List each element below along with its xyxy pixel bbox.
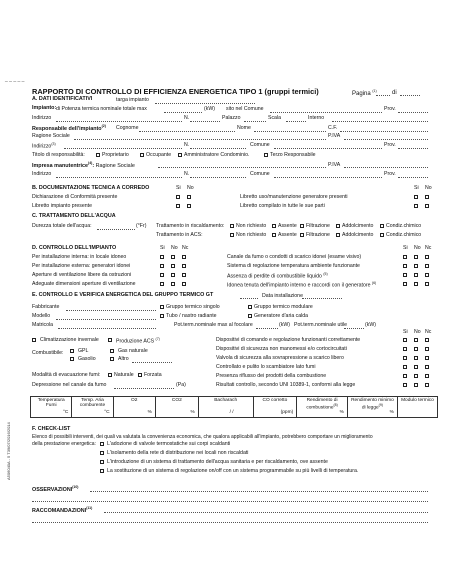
d-left-item: Per installazione esterna: generatori idonei [32, 263, 131, 269]
d-left-item: Aperture di ventilazione libere da ostruzioni [32, 272, 132, 278]
n-resp-field[interactable] [190, 148, 246, 149]
interno-label: Interno [308, 115, 325, 121]
nome-label: Nome [237, 125, 251, 131]
acs-assente-label: Assente [278, 232, 297, 238]
b-right-0-si[interactable] [414, 195, 418, 199]
d-left-1-opt-2[interactable] [182, 264, 186, 268]
e-check-4-opt-2[interactable] [425, 374, 429, 378]
acs-filtrazione-checkbox[interactable] [300, 233, 304, 237]
d-right-item: Sistema di regolazione temperatura ambiente funzionante [227, 263, 360, 269]
e-si-header: Si [403, 329, 408, 335]
risc-nonrichiesto-label: Non richiesto [236, 223, 267, 229]
d-no-header: No [171, 245, 178, 251]
data-inst-field[interactable] [302, 298, 342, 299]
b-left-0-no[interactable] [187, 195, 191, 199]
d-right-0-opt-2[interactable] [425, 255, 429, 259]
page-number-field[interactable] [376, 95, 390, 96]
tubo-checkbox[interactable] [160, 314, 164, 318]
section-c-title: C. TRATTAMENTO DELL'ACQUA [32, 213, 116, 219]
meas-col[interactable]: O2 % [131, 398, 152, 415]
cognome-label: Cognome [116, 125, 139, 131]
acs-nonrichiesto-label: Non richiesto [236, 232, 267, 238]
osservazioni-field-line2[interactable] [32, 501, 428, 502]
pot-max-kw: (kW) [279, 322, 290, 328]
nome-field[interactable] [254, 131, 326, 132]
prov-impresa-field[interactable] [398, 177, 428, 178]
e-check-2-opt-2[interactable] [425, 356, 429, 360]
e-check-3-opt-1[interactable] [414, 365, 418, 369]
f-item-0-checkbox[interactable] [100, 442, 104, 446]
b-left-1-no[interactable] [187, 204, 191, 208]
d-right-2-opt-1[interactable] [414, 273, 418, 277]
indirizzo-impresa-field[interactable] [56, 177, 182, 178]
d-left-0-opt-0[interactable] [160, 255, 164, 259]
meas-col[interactable]: Rendimento di combustione$^{(8)}$ % [306, 398, 344, 415]
gt-number-field[interactable] [240, 298, 258, 299]
kw-label: (kW) [204, 106, 215, 112]
osservazioni-field[interactable] [90, 491, 428, 492]
risc-assente-checkbox[interactable] [272, 224, 276, 228]
responsabile-label: Responsabile dell'impianto$^{(2)}$ [32, 124, 106, 132]
risc-addolcimento-checkbox[interactable] [336, 224, 340, 228]
meas-col[interactable]: Rendimento minimo di legge$^{(9)}$ % [351, 398, 394, 415]
gpl-label: GPL [78, 348, 89, 354]
measurement-table [30, 396, 438, 418]
indirizzo-label: Indirizzo [32, 115, 52, 121]
e-check-2-opt-1[interactable] [414, 356, 418, 360]
cognome-field[interactable] [139, 131, 235, 132]
e-check-5-opt-2[interactable] [425, 383, 429, 387]
f-item: L'isolamento della rete di distribuzione nei locali non riscaldati [107, 450, 249, 456]
f-item-3-checkbox[interactable] [100, 469, 104, 473]
e-check-2-opt-0[interactable] [403, 356, 407, 360]
durezza-field[interactable] [97, 229, 135, 230]
fabbricante-label: Fabbricante [32, 304, 60, 310]
impianto-label: Impianto: [32, 105, 57, 111]
f-item: L'adozione di valvole termostatiche sui corpi scaldanti [107, 441, 231, 447]
b-left-item: Dichiarazione di Conformità presente [32, 194, 118, 200]
durezza-label: Durezza totale dell'acqua: [32, 223, 92, 229]
interno-field[interactable] [332, 121, 428, 122]
d-left-3-opt-0[interactable] [160, 282, 164, 286]
b-right-0-no[interactable] [425, 195, 429, 199]
meas-col[interactable]: Bacharach / / [214, 398, 238, 415]
osservazioni-label: OSSERVAZIONI$^{(10)}$ [32, 485, 79, 493]
d-right-2-opt-0[interactable] [403, 273, 407, 277]
acs-assente-checkbox[interactable] [272, 233, 276, 237]
e-check-1-opt-1[interactable] [414, 347, 418, 351]
section-b-title: B. DOCUMENTAZIONE TECNICA A CORREDO [32, 185, 150, 191]
fabbricante-field[interactable] [66, 310, 156, 311]
n-resp-label: N. [184, 142, 190, 148]
risc-condiz-label: Condiz.chimico [386, 223, 422, 229]
section-f-title: F. CHECK-LIST [32, 426, 71, 432]
acs-condiz-label: Condiz.chimico [386, 232, 422, 238]
pot-max-field[interactable] [256, 328, 278, 329]
climatizzazione-checkbox[interactable] [32, 338, 36, 342]
d-right-3-opt-2[interactable] [425, 282, 429, 286]
gasnat-label: Gas naturale [118, 348, 148, 354]
e-check-item: Dispositivi di sicurezza non manomessi e/o cortocircuitati [216, 346, 347, 352]
amministratore-label: Amministratore Condominio. [184, 152, 250, 158]
acs-addolcimento-label: Addolcimento [342, 232, 374, 238]
e-check-3-opt-0[interactable] [403, 365, 407, 369]
d-si-header: Si [160, 245, 165, 251]
d-no-header-right: No [414, 245, 421, 251]
d-right-item: Assenza di perdite di combustibile liquido $^{(5)}$ [227, 272, 328, 280]
raccomandazioni-label: RACCOMANDAZIONI$^{(11)}$ [32, 506, 93, 514]
prov-field[interactable] [398, 112, 428, 113]
d-right-1-opt-0[interactable] [403, 264, 407, 268]
ragione-label: Ragione Sociale [32, 133, 70, 139]
targa-label: targa impianto [116, 97, 149, 103]
e-check-item: Controllato e pulito lo scambiatore lato fumi [216, 364, 316, 370]
tubo-label: Tubo / nastro radiante [166, 313, 217, 319]
impresa-label: Impresa manutentrice$^{(4)}$: Ragione Sociale [32, 161, 135, 169]
risc-label: Trattamento in riscaldamento: [156, 223, 225, 229]
d-left-3-opt-2[interactable] [182, 282, 186, 286]
gpl-checkbox[interactable] [70, 349, 74, 353]
combustibile-label: Combustibile: [32, 350, 64, 356]
b-right-item: Libretto compilato in tutte le sue parti [240, 203, 325, 209]
b-no-header: No [187, 185, 194, 191]
gt-modulare-label: Gruppo termico modulare [254, 304, 313, 310]
indirizzo-impresa-label: Indirizzo [32, 171, 52, 177]
fr-label: (°Fr) [136, 223, 147, 229]
comune-resp-field[interactable] [274, 148, 382, 149]
meas-col[interactable]: CO corretto (ppm) [262, 398, 294, 415]
b-left-1-si[interactable] [176, 204, 180, 208]
section-a-title: A. DATI IDENTIFICATIVI [32, 96, 93, 102]
b-left-item: Libretto impianto presente [32, 203, 92, 209]
e-check-0-opt-0[interactable] [403, 338, 407, 342]
b-left-0-si[interactable] [176, 195, 180, 199]
modalita-label: Modalità di evacuazione fumi: [32, 372, 101, 378]
e-check-5-opt-0[interactable] [403, 383, 407, 387]
pa-label: (Pa) [176, 382, 186, 388]
d-right-item: Canale da fumo o condotti di scarico idonei (esame visivo) [227, 254, 362, 260]
prov-resp-label: Prov. [384, 142, 396, 148]
d-right-2-opt-2[interactable] [425, 273, 429, 277]
f-item-1-checkbox[interactable] [100, 451, 104, 455]
modello-field[interactable] [56, 319, 156, 320]
meas-col[interactable]: Temp. Aria comburente °C [79, 398, 110, 415]
altro-checkbox[interactable] [110, 357, 114, 361]
b-right-1-no[interactable] [425, 204, 429, 208]
potenza-field[interactable] [164, 112, 202, 113]
header-bars: _ _ _ _ _ [5, 77, 25, 83]
proprietario-checkbox[interactable] [96, 153, 100, 157]
titolo-label: Titolo di responsabilità: [32, 152, 85, 158]
d-left-0-opt-2[interactable] [182, 255, 186, 259]
report-title: RAPPORTO DI CONTROLLO DI EFFICIENZA ENERGETICA TIPO 1 (gruppi termici) [32, 87, 319, 96]
comune-resp-label: Comune [250, 142, 270, 148]
d-right-3-opt-1[interactable] [414, 282, 418, 286]
d-left-2-opt-2[interactable] [182, 273, 186, 277]
e-check-item: Presenza riflusso dei prodotti della combustione [216, 373, 327, 379]
e-check-0-opt-1[interactable] [414, 338, 418, 342]
gt-modulare-checkbox[interactable] [248, 305, 252, 309]
b-right-item: Libretto uso/manutenzione generatore presenti [240, 194, 348, 200]
d-right-item: Idonea tenuta dell'impianto interno e raccordi con il generatore $^{(6)}$ [227, 281, 377, 289]
n-field[interactable] [190, 121, 220, 122]
matricola-field[interactable] [58, 328, 156, 329]
terzo-checkbox[interactable] [264, 153, 268, 157]
indirizzo-resp-label: Indirizzo$^{(3)}$ [32, 142, 56, 150]
forzata-checkbox[interactable] [138, 373, 142, 377]
d-nc-header: Nc [182, 245, 189, 251]
d-left-1-opt-0[interactable] [160, 264, 164, 268]
impresa-ragione-field[interactable] [158, 167, 326, 168]
indirizzo-resp-field[interactable] [64, 148, 182, 149]
raccomandazioni-field-line2[interactable] [32, 522, 428, 523]
indirizzo-field[interactable] [56, 121, 182, 122]
b-si-header: Si [176, 185, 181, 191]
risc-condiz-checkbox[interactable] [380, 224, 384, 228]
occupante-checkbox[interactable] [140, 153, 144, 157]
climatizzazione-label: Climatizzazione invernale [40, 337, 99, 343]
amministratore-checkbox[interactable] [178, 153, 182, 157]
gt-singolo-label: Gruppo termico singolo [166, 304, 220, 310]
piva-field[interactable] [344, 139, 428, 140]
acs-nonrichiesto-checkbox[interactable] [230, 233, 234, 237]
e-check-4-opt-1[interactable] [414, 374, 418, 378]
b-si-header-right: Si [414, 185, 419, 191]
e-check-1-opt-2[interactable] [425, 347, 429, 351]
piva-label: P.IVA [328, 133, 341, 139]
gasolio-checkbox[interactable] [70, 357, 74, 361]
acs-label: Trattamento in ACS: [156, 232, 203, 238]
section-e-title: E. CONTROLLO E VERIFICA ENERGETICA DEL GRUPPO TERMICO GT [32, 292, 214, 298]
e-no-header: No [414, 329, 421, 335]
e-check-item: Risultati controllo, secondo UNI 10389-1, conformi alla legge [216, 382, 356, 388]
d-left-0-opt-1[interactable] [171, 255, 175, 259]
f-intro-2: della prestazione energetica: [32, 441, 96, 447]
e-check-4-opt-0[interactable] [403, 374, 407, 378]
pot-utile-field[interactable] [344, 328, 364, 329]
n-label: N. [184, 115, 190, 121]
d-right-1-opt-2[interactable] [425, 264, 429, 268]
n-impresa-label: N. [184, 171, 190, 177]
prov-impresa-label: Prov. [384, 171, 396, 177]
d-right-0-opt-1[interactable] [414, 255, 418, 259]
potenza-label: di Potenza termica nominale totale max [56, 106, 147, 112]
d-nc-header-right: Nc [425, 245, 432, 251]
e-check-3-opt-2[interactable] [425, 365, 429, 369]
naturale-label: Naturale [114, 372, 134, 378]
page-label: Pagina $^{(1)}$ [352, 89, 377, 97]
piva2-label: P.IVA [328, 162, 341, 168]
b-right-1-si[interactable] [414, 204, 418, 208]
prov-label: Prov. [384, 106, 396, 112]
prov-resp-field[interactable] [398, 148, 428, 149]
comune-field[interactable] [270, 112, 382, 113]
altro-field[interactable] [132, 362, 172, 363]
acs-addolcimento-checkbox[interactable] [336, 233, 340, 237]
d-left-3-opt-1[interactable] [171, 282, 175, 286]
acs-filtrazione-label: Filtrazione [306, 232, 330, 238]
palazzo-field[interactable] [244, 121, 266, 122]
piva2-field[interactable] [344, 167, 428, 168]
meas-col[interactable]: CO2 % [171, 398, 195, 415]
comune-impresa-field[interactable] [274, 177, 382, 178]
occupante-label: Occupante [146, 152, 172, 158]
d-right-1-opt-1[interactable] [414, 264, 418, 268]
pot-utile-kw: (kW) [365, 322, 376, 328]
page-of-label: di [392, 90, 397, 96]
f-intro: Elenco di possibili interventi, dei quali va valutata la convenienza economica, che qualora applicabili all'impianto, potrebbero comportare un miglioramento [32, 434, 373, 440]
proprietario-label: Proprietario [102, 152, 129, 158]
generatore-aria-checkbox[interactable] [248, 314, 252, 318]
pot-max-label: Pot.term.nominale max al focolare [174, 322, 253, 328]
risc-addolcimento-label: Addolcimento [342, 223, 374, 229]
generatore-aria-label: Generatore d'aria calda [254, 313, 309, 319]
targa-field[interactable] [155, 103, 255, 104]
b-no-header-right: No [425, 185, 432, 191]
d-left-item: Adeguate dimensioni aperture di ventilazione [32, 281, 136, 287]
e-check-item: Dispositivi di comando e regolazione funzionanti correttamente [216, 337, 361, 343]
gt-singolo-checkbox[interactable] [160, 305, 164, 309]
scala-label: Scala [268, 115, 281, 121]
e-check-1-opt-0[interactable] [403, 347, 407, 351]
risc-filtrazione-label: Filtrazione [306, 223, 330, 229]
page-total-field[interactable] [400, 95, 420, 96]
acs-condiz-checkbox[interactable] [380, 233, 384, 237]
matricola-label: Matricola [32, 322, 54, 328]
acs-prod-label: Produzione ACS $^{(7)}$ [116, 337, 160, 345]
depressione-field[interactable] [114, 388, 174, 389]
scala-field[interactable] [286, 121, 306, 122]
f-item: La sostituzione di un sistema di regolazione on/off con un sistema programmabile su più livelli di temperatura. [107, 468, 359, 474]
d-left-2-opt-1[interactable] [171, 273, 175, 277]
modello-label: Modello [32, 313, 51, 319]
d-left-item: Per installazione interna: in locale idoneo [32, 254, 127, 260]
naturale-checkbox[interactable] [108, 373, 112, 377]
forzata-label: Forzata [144, 372, 162, 378]
raccomandazioni-field[interactable] [104, 512, 428, 513]
e-check-item: Valvola di sicurezza alla sovrapressione a scarico libero [216, 355, 344, 361]
e-check-0-opt-2[interactable] [425, 338, 429, 342]
d-si-header-right: Si [403, 245, 408, 251]
risc-filtrazione-checkbox[interactable] [300, 224, 304, 228]
cf-field[interactable] [340, 131, 428, 132]
f-item: L'introduzione di un sistema di trattamento dell'acqua sanitaria e per riscaldamento, ove assente [107, 459, 328, 465]
meas-col[interactable]: Temperatura Fumi °C [37, 398, 69, 415]
palazzo-label: Palazzo [222, 115, 241, 121]
d-left-1-opt-1[interactable] [171, 264, 175, 268]
e-check-5-opt-1[interactable] [414, 383, 418, 387]
d-left-2-opt-0[interactable] [160, 273, 164, 277]
gasnat-checkbox[interactable] [110, 349, 114, 353]
f-item-2-checkbox[interactable] [100, 460, 104, 464]
section-d-title: D. CONTROLLO DELL'IMPIANTO [32, 245, 117, 251]
comune-impresa-label: Comune [250, 171, 270, 177]
risc-nonrichiesto-checkbox[interactable] [230, 224, 234, 228]
meas-col[interactable]: Modulo termico [401, 398, 434, 403]
cf-label: C.F. [328, 125, 338, 131]
d-right-0-opt-0[interactable] [403, 255, 407, 259]
e-nc-header: Nc [425, 329, 432, 335]
d-right-3-opt-0[interactable] [403, 282, 407, 286]
pot-utile-label: Pot.term.nominale utile [294, 322, 348, 328]
n-impresa-field[interactable] [190, 177, 246, 178]
altro-label: Altro [118, 356, 129, 362]
vertical-code: A506040A - 5 T39/07/2016/2014 [6, 422, 11, 480]
terzo-label: Terzo Responsabile [270, 152, 316, 158]
acs-prod-checkbox[interactable] [108, 338, 112, 342]
risc-assente-label: Assente [278, 223, 297, 229]
data-inst-label: Data installazione [262, 293, 303, 299]
ragione-field[interactable] [74, 139, 326, 140]
sito-label: sito nel Comune [226, 106, 264, 112]
gasolio-label: Gasolio [78, 356, 96, 362]
depressione-label: Depressione nel canale da fumo [32, 382, 107, 388]
